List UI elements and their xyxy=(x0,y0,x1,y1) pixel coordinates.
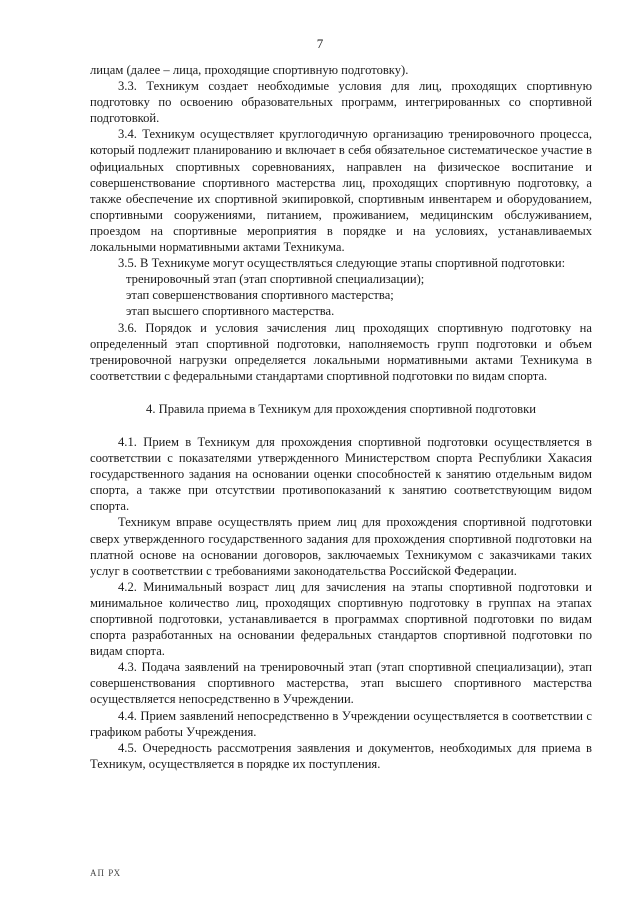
page-number: 7 xyxy=(316,36,324,51)
paragraph-3-6: 3.6. Порядок и условия зачисления лиц проходящих спортивную подготовку на определенный этап спортивной подготовки, наполняемость групп подготовки и объем тренировочной нагрузки определяется локальными нормативными актами Техникума в соответствии с федеральными стандартами спортивной подготовки по видам спорта. xyxy=(90,320,592,383)
paragraph-4-3: 4.3. Подача заявлений на тренировочный этап (этап спортивной специализации), этап совершенствования спортивного мастерства, этап высшего спортивного мастерства осуществляется непосредственно в Учреждении. xyxy=(90,660,592,707)
list-item-training-stage: тренировочный этап (этап спортивной специализации); xyxy=(126,272,425,287)
paragraph-4-1-b: Техникум вправе осуществлять прием лиц для прохождения спортивной подготовки сверх утвержденного государственного задания для прохождения спортивной подготовки на платной основе на основании договоров, заключаемых Техникумом с заказчиками таких услуг в соответствии с требованиями законодательства Российской Федерации. xyxy=(90,515,592,578)
list-item-higher-mastery-stage: этап высшего спортивного мастерства. xyxy=(126,304,335,319)
paragraph-4-4: 4.4. Прием заявлений непосредственно в Учреждении осуществляется в соответствии с графиком работы Учреждения. xyxy=(90,708,592,739)
list-item-improvement-stage: этап совершенствования спортивного мастерства; xyxy=(126,288,394,303)
document-body xyxy=(90,62,592,772)
paragraph-continuation: лицам (далее – лица, проходящие спортивную подготовку). xyxy=(90,63,409,77)
paragraph-4-2: 4.2. Минимальный возраст лиц для зачисления на этапы спортивной подготовки и минимальное количество лиц, проходящих спортивную подготовку в группах на этапах спортивной подготовки, устанавливается в программах спортивной подготовки по видам спорта разработанных на основании федеральных стандартов спортивной подготовки по видам спорта. xyxy=(90,579,592,659)
paragraph-3-5: 3.5. В Техникуме могут осуществляться следующие этапы спортивной подготовки: xyxy=(118,256,566,271)
section-heading: 4. Правила приема в Техникум для прохождения спортивной подготовки xyxy=(146,401,536,416)
paragraph-3-4: 3.4. Техникум осуществляет круглогодичную организацию тренировочного процесса, который подлежит планированию и включает в себя обязательное систематическое участие в официальных спортивных соревнованиях, направлен на физическое воспитание и совершенствование спортивного мастерства лиц, проходящих спортивную подготовку, а также обеспечение их спортивной экипировкой, спортивным инвентарем и оборудованием, спортивными сооружениями, питанием, проживанием, медицинским обслуживанием, проездом на спортивные мероприятия в порядке и на условиях, устанавливаемых локальными нормативными актами Техникума. xyxy=(90,127,592,255)
paragraph-3-3: 3.3. Техникум создает необходимые условия для лиц, проходящих спортивную подготовку по освоению образовательных программ, интегрированных со спортивной подготовкой. xyxy=(90,79,592,126)
footer-mark: АП РХ xyxy=(90,868,122,878)
paragraph-4-5: 4.5. Очередность рассмотрения заявления и документов, необходимых для приема в Техникум, осуществляется в порядке их поступления. xyxy=(90,740,592,771)
paragraph-4-1: 4.1. Прием в Техникум для прохождения спортивной подготовки осуществляется в соответствии с показателями утвержденного Министерством спорта Республики Хакасия государственного задания на основании оценки способностей к занятию отдельным видом спорта, а также при отсутствии противопоказаний к занятию соответствующим видом спорта. xyxy=(90,434,592,514)
